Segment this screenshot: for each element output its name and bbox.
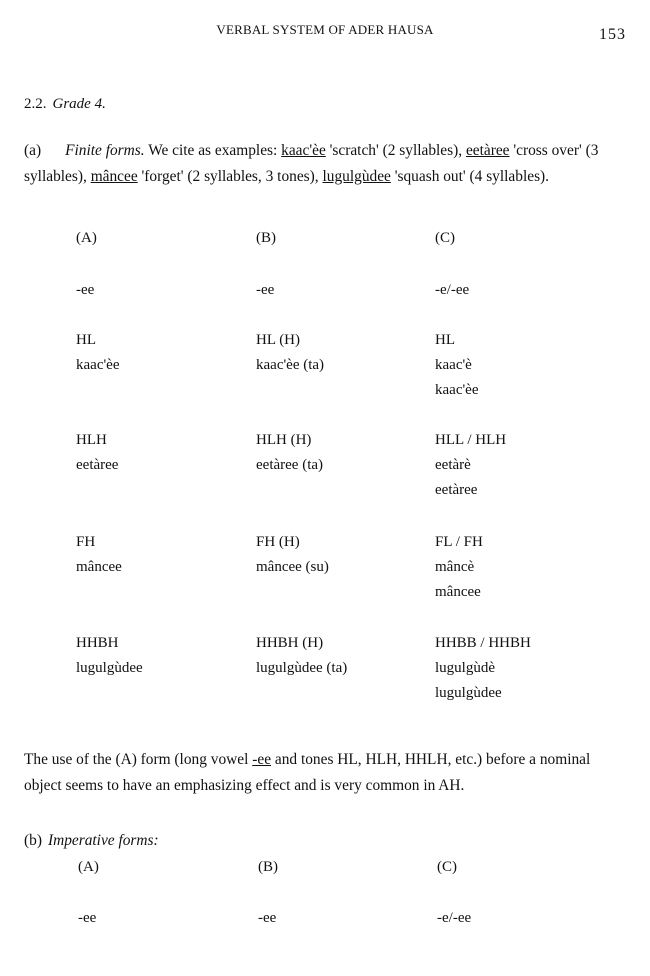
verb-form: eetàree (ta) [256,457,324,473]
verb-form: eetàree [76,457,119,473]
ending-cell: -ee [76,282,95,298]
table-row-cell [435,631,531,706]
table-row-cell [76,631,143,681]
verb-form: lugulgùdee [76,660,143,676]
table-row-cell [76,428,118,478]
note-text: and tones HL, HLH, HHLH, etc.) before a nominal object seems to have an emphasizing effect and is very common in AH. [24,751,591,794]
para-b-heading: Imperative forms: [47,832,159,849]
gloss-cross-over: 'cross over' (3 syllables), [24,142,599,185]
tone-pattern: FL / FH [435,534,483,550]
paragraph-imperative-forms [24,828,616,854]
tone-pattern: HL [435,332,455,348]
tone-pattern: HLH [76,432,107,448]
column-header: (A) [76,230,97,246]
note-suffix: -ee [252,751,272,768]
table-row-cell [76,530,122,580]
verb-form: kaac'èe [76,357,120,373]
table-row-cell [435,428,506,503]
para-b-label: (b) [24,832,42,849]
ending-cell: -ee [256,282,275,298]
verb-form: mâncè [435,559,475,575]
verb-form: lugulgùdè [435,660,495,676]
ending-cell: -ee [258,910,277,926]
tone-pattern: HHBH [76,635,119,651]
tone-pattern: FH (H) [256,534,300,550]
section-heading [24,96,106,113]
tone-pattern: FH [76,534,96,550]
column-header: (A) [78,859,99,875]
paragraph-usage-note [24,747,616,799]
tone-pattern: HHBB / HHBH [435,635,531,651]
gloss-squash-out: 'squash out' (4 syllables). [390,168,550,185]
verb-form: lugulgùdee (ta) [256,660,348,676]
table-row-cell [435,328,479,403]
page-number: 153 [599,26,626,43]
column-header: (C) [435,230,455,246]
example-kaacee: kaac'èe [281,142,326,159]
column-header: (B) [256,230,276,246]
section-number: 2.2. [24,96,47,112]
note-text: The use of the (A) form (long vowel [24,751,253,768]
ending-cell: -e/-ee [435,282,470,298]
table-row-cell [256,530,329,580]
gloss-forget: 'forget' (2 syllables, 3 tones), [137,168,323,185]
verb-form: kaac'èe [435,382,479,398]
table-row-cell [256,428,323,478]
section-title: Grade 4. [52,96,106,112]
verb-form: mâncee [435,584,481,600]
example-eetaree: eetàree [465,142,510,159]
verb-form: kaac'è [435,357,472,373]
ending-cell: -ee [78,910,97,926]
gloss-scratch: 'scratch' (2 syllables), [325,142,466,159]
table-row-cell [256,631,347,681]
para-a-text: We cite as examples: [144,142,282,159]
verb-form: mâncee (su) [256,559,329,575]
example-lugulgudee: lugulgùdee [322,168,391,185]
table-row-cell [435,530,483,605]
verb-form: kaac'èe (ta) [256,357,325,373]
paragraph-finite-forms [24,138,616,190]
tone-pattern: HLL / HLH [435,432,507,448]
tone-pattern: HLH (H) [256,432,312,448]
ending-cell: -e/-ee [437,910,472,926]
column-header: (C) [437,859,457,875]
verb-form: eetàree [435,482,478,498]
tone-pattern: HL (H) [256,332,301,348]
running-header: VERBAL SYSTEM OF ADER HAUSA [216,22,434,37]
tone-pattern: HL [76,332,96,348]
example-mancee: mâncee [90,168,138,185]
verb-form: mâncee [76,559,122,575]
table-row-cell [76,328,120,378]
tone-pattern: HHBH (H) [256,635,324,651]
para-a-label: (a) [24,142,42,159]
verb-form: eetàrè [435,457,471,473]
table-row-cell [256,328,324,378]
column-header: (B) [258,859,278,875]
verb-form: lugulgùdee [435,685,502,701]
para-a-heading: Finite forms. [65,142,145,159]
